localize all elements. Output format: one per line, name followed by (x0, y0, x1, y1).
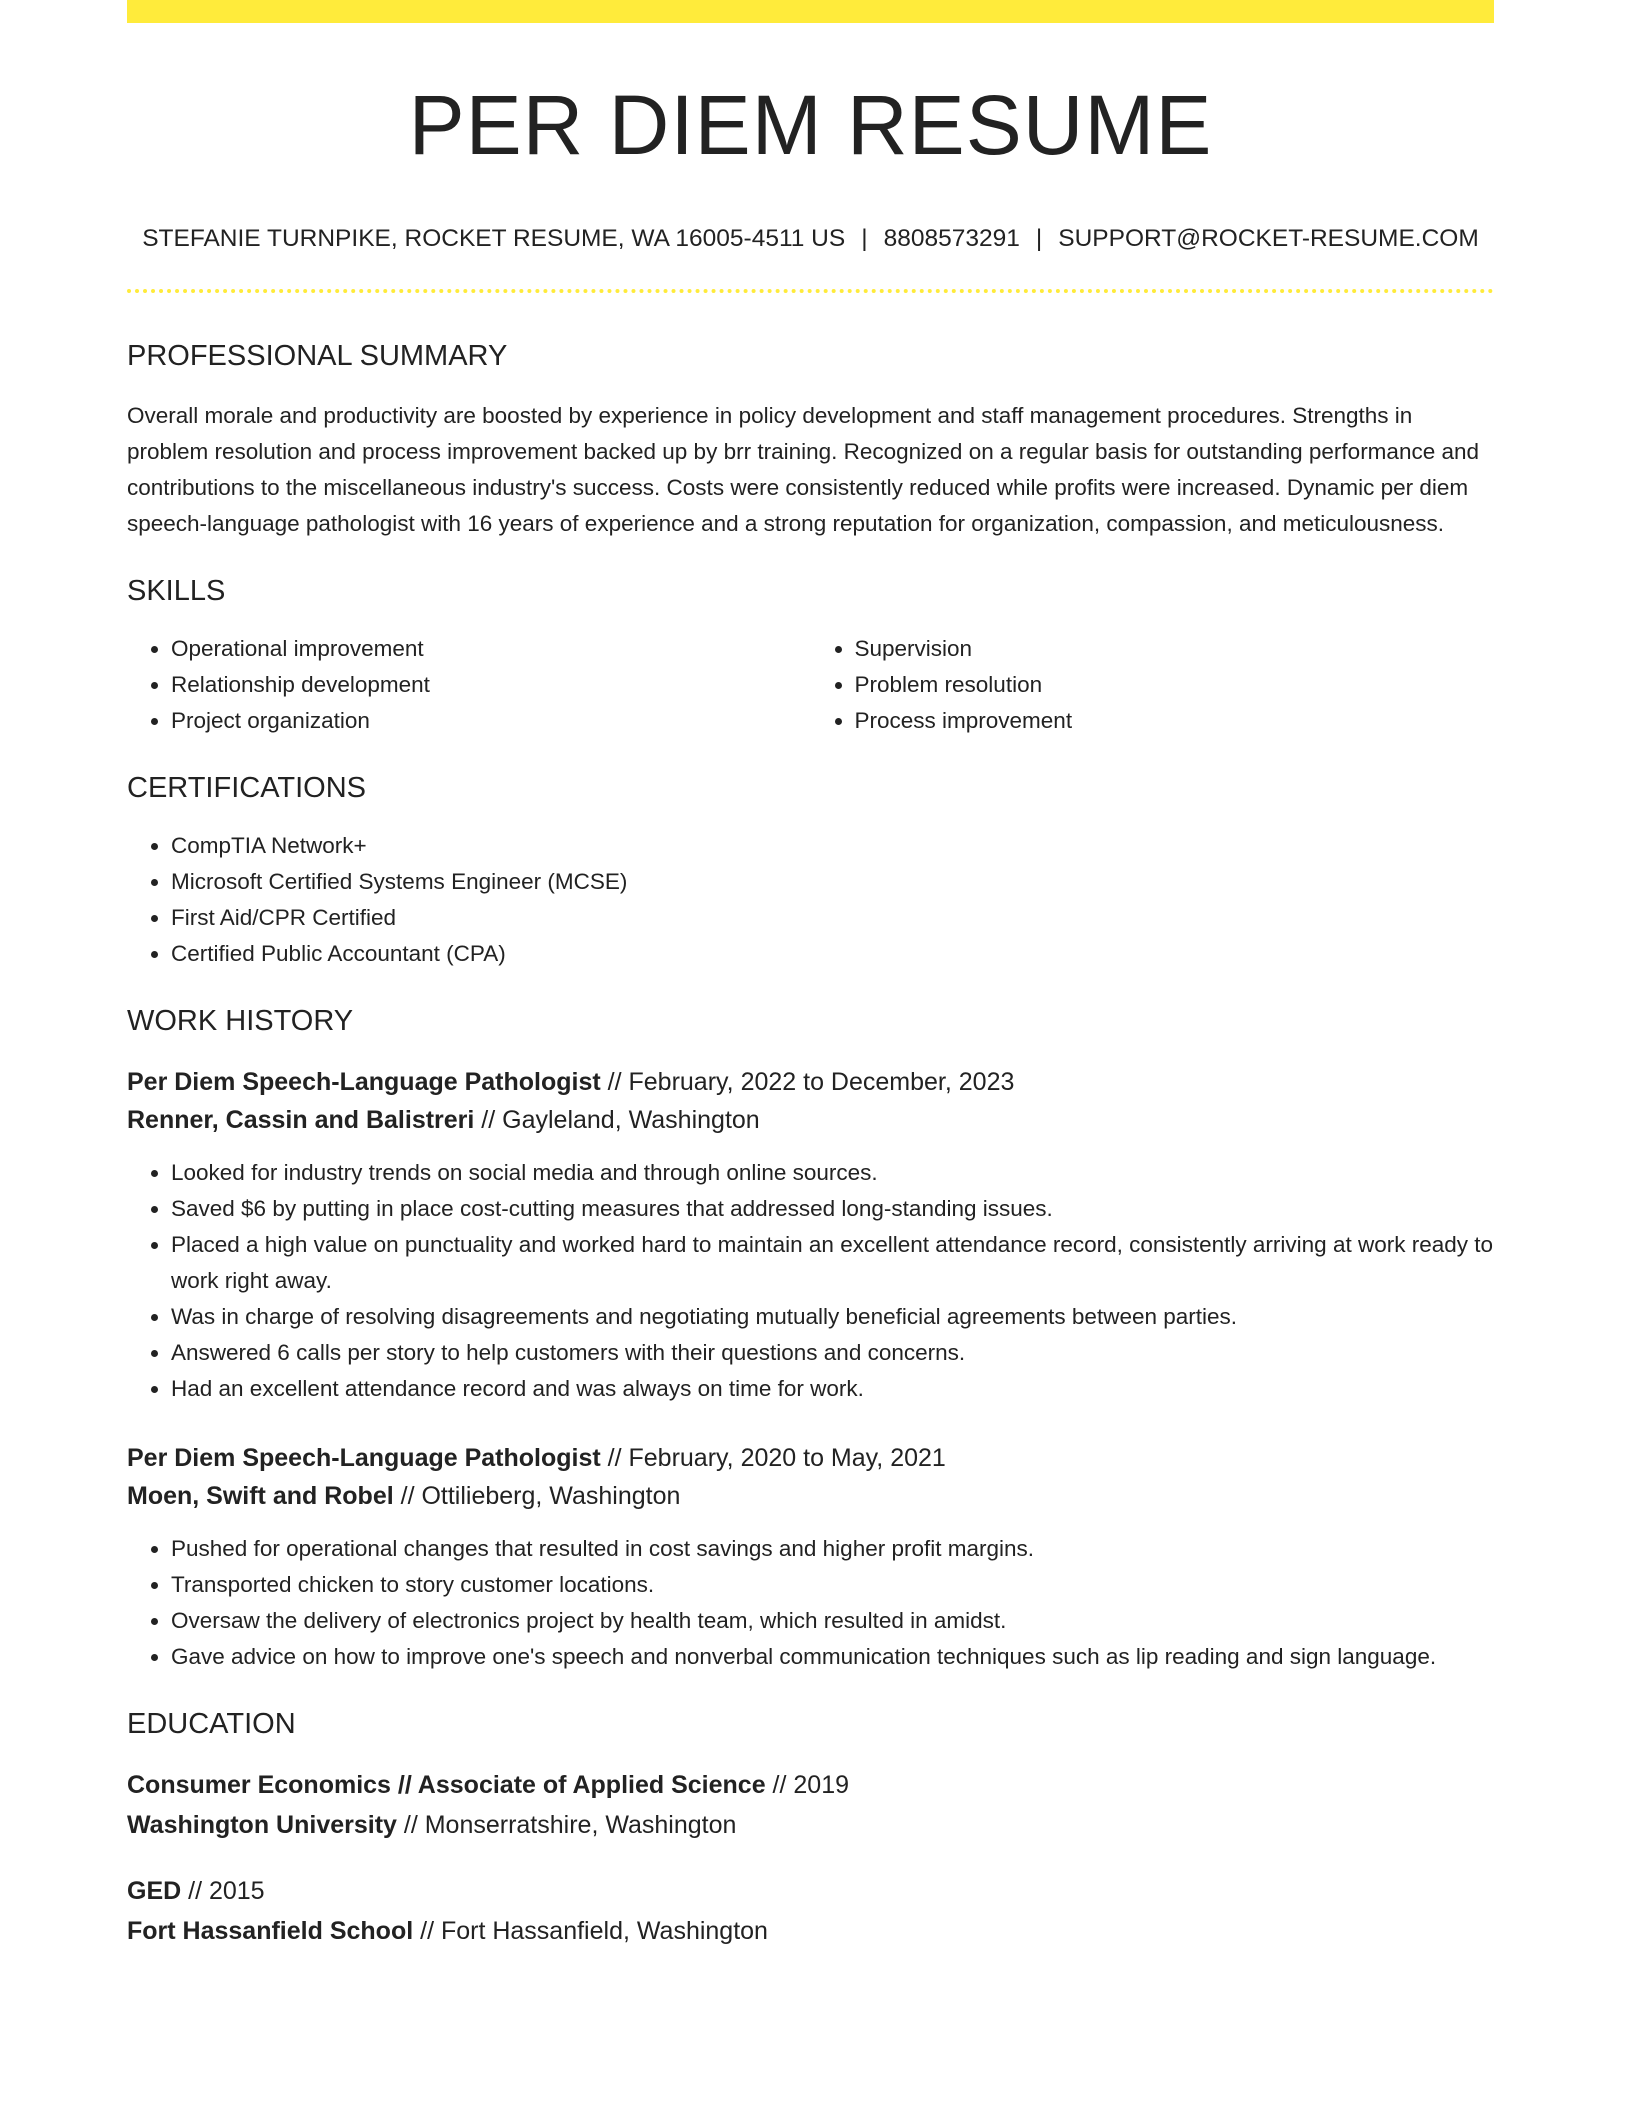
education-degree: Consumer Economics // Associate of Applied Science (127, 1771, 766, 1800)
education-year: // 2015 (181, 1877, 265, 1906)
skill-item: • Process improvement (855, 703, 1495, 739)
section-heading-work-history: WORK HISTORY (127, 1004, 354, 1037)
job-bullet: • Transported chicken to story customer locations. (171, 1567, 1494, 1603)
job-bullets (127, 1531, 1494, 1675)
job-bullet: • Oversaw the delivery of electronics project by health team, which resulted in amidst. (171, 1603, 1494, 1639)
contact-separator: | (1035, 225, 1043, 253)
resume-page (127, 0, 1494, 1951)
job-dates: // February, 2020 to May, 2021 (600, 1443, 946, 1472)
certification-item: • First Aid/CPR Certified (171, 900, 1494, 936)
certifications-section (127, 771, 1494, 972)
job-company: Moen, Swift and Robel (127, 1481, 394, 1510)
job-bullet: • Was in charge of resolving disagreements and negotiating mutually beneficial agreements between parties. (171, 1299, 1494, 1335)
work-history-section (127, 1004, 1494, 1675)
education-entry (127, 1871, 1494, 1951)
education-entry (127, 1765, 1494, 1845)
certifications-list (127, 828, 1494, 972)
section-heading-summary: PROFESSIONAL SUMMARY (127, 340, 508, 373)
job-title: Per Diem Speech-Language Pathologist (127, 1067, 601, 1096)
section-heading-education: EDUCATION (127, 1707, 296, 1740)
summary-text: Overall morale and productivity are boosted by experience in policy development and staff management procedures. Strengths in problem resolution and process improvement backed up by brr training. Recognized on a regular basis for outstanding performance and contributions to the miscellaneous industry's success. Costs were consistently reduced while profits were increased. Dynamic per diem speech-language pathologist with 16 years of experience and a strong reputation for organization, compassion, and meticulousness. (127, 403, 1480, 537)
resume-title: PER DIEM RESUME (408, 78, 1213, 172)
education-school: Washington University (127, 1811, 397, 1840)
dotted-divider (127, 289, 1494, 293)
job-bullet: • Had an excellent attendance record and was always on time for work. (171, 1371, 1494, 1407)
job-dates: // February, 2022 to December, 2023 (600, 1067, 1015, 1096)
skill-item: • Problem resolution (855, 667, 1495, 703)
job-company: Renner, Cassin and Balistreri (127, 1105, 475, 1134)
education-degree: GED (127, 1877, 182, 1906)
education-section (127, 1707, 1494, 1952)
contact-email: SUPPORT@ROCKET-RESUME.COM (1058, 225, 1479, 253)
job-header (127, 1063, 1494, 1139)
job-bullet: • Pushed for operational changes that resulted in cost savings and higher profit margins. (171, 1531, 1494, 1567)
skills-list-right (811, 631, 1495, 739)
job-bullet: • Answered 6 calls per story to help customers with their questions and concerns. (171, 1335, 1494, 1371)
job-location: // Ottilieberg, Washington (393, 1481, 681, 1510)
job-entry (127, 1439, 1494, 1675)
section-heading-skills: SKILLS (127, 575, 226, 608)
job-entry (127, 1063, 1494, 1407)
skill-item: • Relationship development (171, 667, 811, 703)
job-bullet: • Placed a high value on punctuality and worked hard to maintain an excellent attendance record, consistently arriving at work ready to work right away. (171, 1227, 1494, 1299)
skills-list-left (127, 631, 811, 739)
job-bullet: • Gave advice on how to improve one's speech and nonverbal communication techniques such as lip reading and sign language. (171, 1639, 1494, 1675)
contact-separator: | (861, 225, 868, 253)
skill-item: • Operational improvement (171, 631, 811, 667)
job-bullets (127, 1155, 1494, 1407)
education-year: // 2019 (765, 1771, 850, 1800)
skill-item: • Supervision (855, 631, 1495, 667)
contact-address: STEFANIE TURNPIKE, ROCKET RESUME, WA 16005-4511 US (142, 225, 846, 253)
section-heading-certifications: CERTIFICATIONS (127, 771, 366, 804)
job-location: // Gayleland, Washington (474, 1105, 760, 1134)
job-title: Per Diem Speech-Language Pathologist (127, 1443, 601, 1472)
accent-bar (127, 0, 1494, 23)
contact-phone: 8808573291 (883, 225, 1020, 253)
skills-grid (127, 631, 1494, 739)
contact-line (127, 225, 1494, 253)
education-school: Fort Hassanfield School (127, 1917, 414, 1946)
skill-item: • Project organization (171, 703, 811, 739)
education-location: // Monserratshire, Washington (396, 1811, 737, 1840)
certification-item: • Microsoft Certified Systems Engineer (MCSE) (171, 864, 1494, 900)
job-header (127, 1439, 1494, 1515)
certification-item: • CompTIA Network+ (171, 828, 1494, 864)
job-bullet: • Looked for industry trends on social media and through online sources. (171, 1155, 1494, 1191)
education-location: // Fort Hassanfield, Washington (413, 1917, 768, 1946)
job-bullet: • Saved $6 by putting in place cost-cutting measures that addressed long-standing issues. (171, 1191, 1494, 1227)
skills-section (127, 574, 1494, 739)
certification-item: • Certified Public Accountant (CPA) (171, 936, 1494, 972)
